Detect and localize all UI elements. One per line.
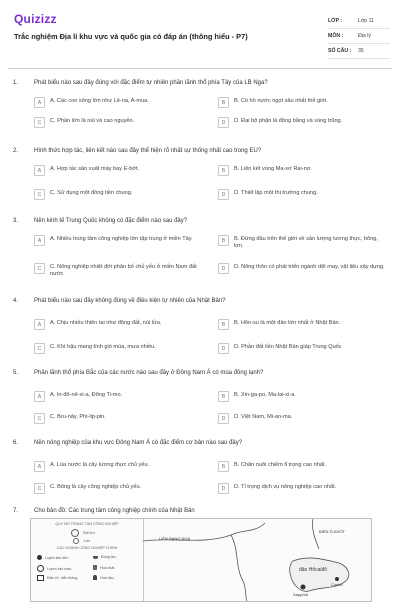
metal-icon (37, 565, 44, 572)
option-letter-box: C (34, 483, 45, 494)
option-text: D. Nông thôn có phát triển ngành dệt may, vật liệu xây dựng. (234, 264, 385, 270)
question-text: Nền kinh tế Trung Quốc không có đặc điểm nào sau đây? (34, 218, 188, 224)
option-text: D. Thiết lập một thị trường chung. (234, 190, 318, 196)
option-c[interactable] (34, 118, 204, 128)
legend-item (37, 575, 77, 581)
option-letter-box: A (34, 235, 45, 246)
map-label-hokkaido: đảo Hôcaiđô (299, 567, 328, 573)
meta-row-class (328, 14, 390, 29)
option-b[interactable] (218, 462, 388, 472)
option-letter-box: C (34, 413, 45, 424)
option-letter-box: C (34, 343, 45, 354)
japan-industry-map (30, 518, 372, 602)
option-text: A. Chịu nhiều thiên tai như động đất, núi lửa. (50, 320, 162, 326)
legend-item-label: Đóng tàu (101, 555, 116, 559)
electronics-icon (37, 575, 44, 581)
option-letter-box: A (34, 319, 45, 330)
legend-item-label: Luyện kim đen (45, 555, 69, 560)
option-text: A. In-đô-nê-xi-a, Đông Ti-mo. (50, 392, 123, 398)
option-text: A. Hợp tác sản xuất máy bay E-bớt. (50, 166, 140, 172)
option-c[interactable] (34, 484, 204, 494)
option-letter-box: D (218, 413, 229, 424)
map-label-russia: LIÊN BANG NGA (159, 536, 191, 541)
steel-icon (37, 555, 42, 560)
option-a[interactable] (34, 320, 204, 330)
question-number: 6. (13, 440, 19, 446)
header-divider (8, 68, 392, 69)
option-letter-box: D (218, 343, 229, 354)
option-text: D. Phần đất liền Nhật Bản giáp Trung Quốc (234, 344, 342, 350)
meta-row-subject (328, 29, 390, 44)
option-text: B. Có hồ nước ngọt sâu nhất thế giới. (234, 98, 328, 104)
meta-value: Địa lý (358, 33, 371, 39)
meta-label: MÔN : (328, 33, 344, 39)
option-a[interactable] (34, 236, 204, 246)
option-d[interactable] (218, 118, 388, 128)
option-text: C. Khí hậu mang tính gió mùa, mưa nhiều. (50, 344, 156, 350)
question-text: Phát biểu nào sau đây đúng với đặc điểm tự nhiên phần lãnh thổ phía Tây của LB Nga? (34, 80, 268, 86)
option-text: A. Lúa nước là cây lương thực chủ yếu. (50, 462, 150, 468)
legend-item (93, 575, 114, 580)
option-letter-box: D (218, 263, 229, 274)
question-number: 4. (13, 298, 19, 304)
legend-item-label: Hoá dầu (100, 575, 114, 580)
map-label-sapporo: Xappôrô (293, 592, 309, 597)
ship-icon (93, 556, 98, 559)
legend-size-label: Lớn (84, 539, 91, 543)
option-letter-box: B (218, 319, 229, 330)
city-marker (301, 585, 306, 590)
option-letter-box: B (218, 235, 229, 246)
option-text: C. Bru-nây, Phi-lip-pin. (50, 414, 106, 420)
page-title: Trắc nghiệm Địa lí khu vực và quốc gia có đáp án (thông hiểu - P7) (14, 32, 248, 41)
option-c[interactable] (34, 414, 204, 424)
option-text: D. Việt Nam, Mi-an-ma. (234, 414, 293, 420)
option-letter-box: B (218, 97, 229, 108)
legend-title: QUY MÔ TRUNG TÂM CÔNG NGHIỆP (55, 522, 119, 526)
question-number: 2. (13, 148, 19, 154)
option-text: A. Các con sông lớn như Lê-na, A-mua. (50, 98, 149, 104)
size-circle-icon (73, 538, 79, 544)
option-letter-box: B (218, 165, 229, 176)
legend-item-label: Hoá chất (100, 565, 115, 570)
option-d[interactable] (218, 484, 388, 494)
option-text: B. Xin-ga-po, Ma-lai-xi-a. (234, 392, 296, 398)
option-c[interactable] (34, 190, 204, 200)
option-b[interactable] (218, 98, 388, 108)
option-letter-box: C (34, 263, 45, 274)
map-legend (31, 519, 144, 601)
city-marker (335, 577, 339, 581)
meta-value: 35 (358, 48, 364, 54)
meta-label: SỐ CÂU : (328, 48, 352, 54)
option-text: A. Nhiều trung tâm công nghiệp lớn tập trung ở miền Tây. (50, 236, 193, 242)
option-letter-box: D (218, 117, 229, 128)
legend-item-label: Điện tử, viễn thông (47, 576, 78, 580)
option-c[interactable] (34, 344, 204, 354)
option-letter-box: C (34, 189, 45, 200)
option-d[interactable] (218, 264, 388, 274)
option-b[interactable] (218, 166, 388, 176)
legend-section-title: CÁC NGÀNH CÔNG NGHIỆP CHÍNH (56, 546, 118, 550)
meta-row-count (328, 44, 390, 59)
option-a[interactable] (34, 462, 204, 472)
chemical-icon (93, 565, 97, 570)
option-d[interactable] (218, 414, 388, 424)
header (0, 0, 400, 62)
option-a[interactable] (34, 392, 204, 402)
option-b[interactable] (218, 320, 388, 330)
option-c[interactable] (34, 264, 204, 278)
question-number: 3. (13, 218, 19, 224)
quizizz-logo: Quizizz (14, 12, 57, 26)
option-b[interactable] (218, 392, 388, 402)
sakhalin-island (312, 519, 319, 549)
legend-item-label: Luyện kim màu (47, 566, 72, 571)
option-letter-box: B (218, 461, 229, 472)
option-text: B. Chăn nuôi chiếm tỉ trọng cao nhất. (234, 462, 327, 468)
size-circle-icon (71, 529, 79, 537)
meta-value: Lớp 11 (358, 18, 374, 24)
option-letter-box: D (218, 483, 229, 494)
option-text: C. Phần lớn là núi và cao nguyên. (50, 118, 135, 124)
meta-label: LỚP : (328, 18, 343, 24)
map-label-okhotsk: BIỂN Ô-KHỐT (319, 529, 346, 534)
question-number: 5. (13, 370, 19, 376)
option-text: C. Sử dụng một đồng tiền chung. (50, 190, 133, 196)
legend-item (37, 565, 71, 572)
question-number: 1. (13, 80, 19, 86)
map-label-cusiro: Cusiro (331, 582, 343, 587)
option-b[interactable] (218, 236, 388, 250)
legend-size-row (71, 529, 95, 537)
option-text: C. Nông nghiệp nhiệt đới phân bố chủ yếu ở miền Nam đất nước (50, 264, 197, 278)
option-text: B. Liên kết vùng Ma-xơ Rai-nơ. (234, 166, 312, 172)
question-text: Nền nông nghiệp của khu vực Đông Nam Á có đặc điểm cơ bản nào sau đây? (34, 440, 243, 446)
coastline (231, 535, 247, 601)
option-letter-box: A (34, 391, 45, 402)
option-letter-box: B (218, 391, 229, 402)
legend-item (93, 555, 116, 559)
option-letter-box: A (34, 97, 45, 108)
option-text: D. Tỉ trọng dịch vụ nông nghiệp cao nhất. (234, 484, 337, 490)
option-letter-box: A (34, 165, 45, 176)
option-letter-box: C (34, 117, 45, 128)
option-text: D. Đại bộ phận là đồng bằng và vùng trũng. (234, 118, 343, 124)
option-a[interactable] (34, 98, 204, 108)
option-text: C. Bông là cây công nghiệp chủ yếu. (50, 484, 142, 490)
option-a[interactable] (34, 166, 204, 176)
oil-icon (93, 575, 97, 580)
option-d[interactable] (218, 190, 388, 200)
legend-size-label: Rất lớn (83, 531, 95, 535)
legend-item (93, 565, 114, 570)
question-text: Phát biểu nào sau đây không đúng về điều kiện tự nhiên của Nhật Bản? (34, 298, 226, 304)
option-text: B. Hôn-su là một đảo lớn nhất ở Nhật Bản. (234, 320, 341, 326)
question-text: Phần lãnh thổ phía Bắc của các nước nào sau đây ở Đông Nam Á có mùa đông lạnh? (34, 370, 264, 376)
question-text: Hình thức hợp tác, liên kết nào sau đây thể hiện rõ nhất sự thống nhất cao trong EU? (34, 148, 262, 154)
question-text: Cho bản đồ: Các trung tâm công nghiệp chính của Nhật Bản (34, 508, 195, 514)
option-letter-box: A (34, 461, 45, 472)
option-text: B. Đứng đầu trên thế giới về sản lượng lương thực, bông, lợn. (234, 236, 378, 250)
question-number: 7. (13, 508, 19, 514)
option-d[interactable] (218, 344, 388, 354)
legend-item (37, 555, 68, 560)
legend-size-row (73, 538, 90, 544)
meta-table (328, 14, 390, 59)
option-letter-box: D (218, 189, 229, 200)
